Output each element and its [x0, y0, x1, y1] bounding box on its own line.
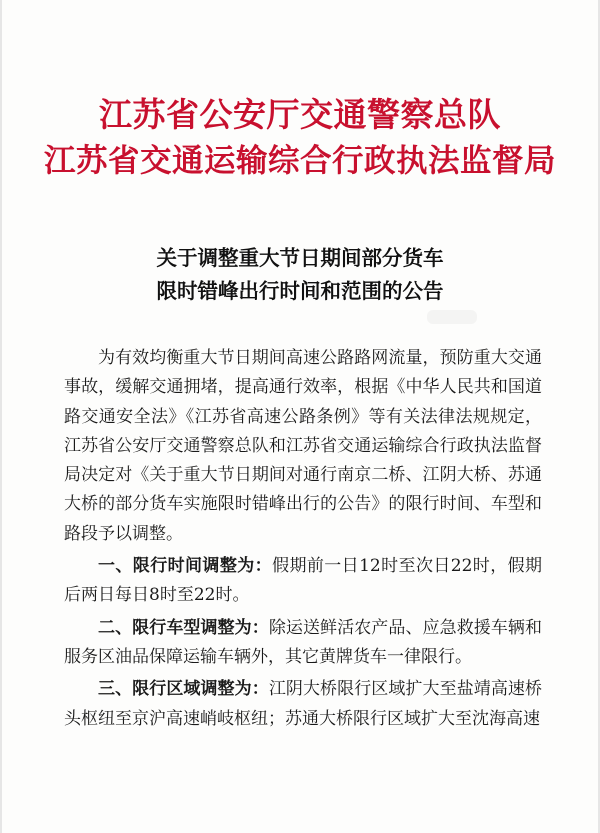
item-area-text: 江阴大桥限行区域扩大至盐靖高速桥头枢纽至京沪高速峭岐枢纽；苏通大桥限行区域扩大至沈海高速 — [64, 679, 543, 729]
item-time-adjustment — [64, 552, 542, 611]
item-vehicle-adjustment — [64, 614, 542, 673]
faint-mark — [427, 310, 477, 324]
intro-paragraph: 为有效均衡重大节日期间高速公路路网流量，预防重大交通事故，缓解交通拥堵，提高通行效率，根据《中华人民共和国道路交通安全法》《江苏省高速公路条例》等有关法律法规规定，江苏省公安厅交通警察总队和江苏省交通运输综合行政执法监督局决定对《关于重大节日期间对通行南京二桥、江阴大桥、苏通大桥的部分货车实施限时错峰出行的公告》的限行时间、车型和路段予以调整。 — [64, 348, 542, 544]
title-line-1: 关于调整重大节日期间部分货车 — [156, 246, 444, 270]
item-area-adjustment — [64, 675, 542, 734]
header-line-public-security: 江苏省公安厅交通警察总队 — [99, 95, 501, 134]
item-area-lead: 三、限行区域调整为： — [98, 679, 269, 700]
item-vehicle-text: 除运送鲜活农产品、应急救援车辆和服务区油品保障运输车辆外，其它黄牌货车一律限行。 — [64, 617, 543, 667]
item-vehicle-lead: 二、限行车型调整为： — [98, 617, 269, 638]
document-header — [2, 92, 598, 184]
title-line-2: 限时错峰出行时间和范围的公告 — [156, 279, 444, 303]
header-line-transport-bureau: 江苏省交通运输综合行政执法监督局 — [43, 142, 556, 179]
announcement-body — [64, 344, 542, 734]
announcement-title — [2, 242, 598, 308]
item-time-text: 假期前一日12时至次日22时，假期后两日每日8时至22时。 — [64, 556, 543, 606]
item-time-lead: 一、限行时间调整为： — [98, 556, 273, 577]
